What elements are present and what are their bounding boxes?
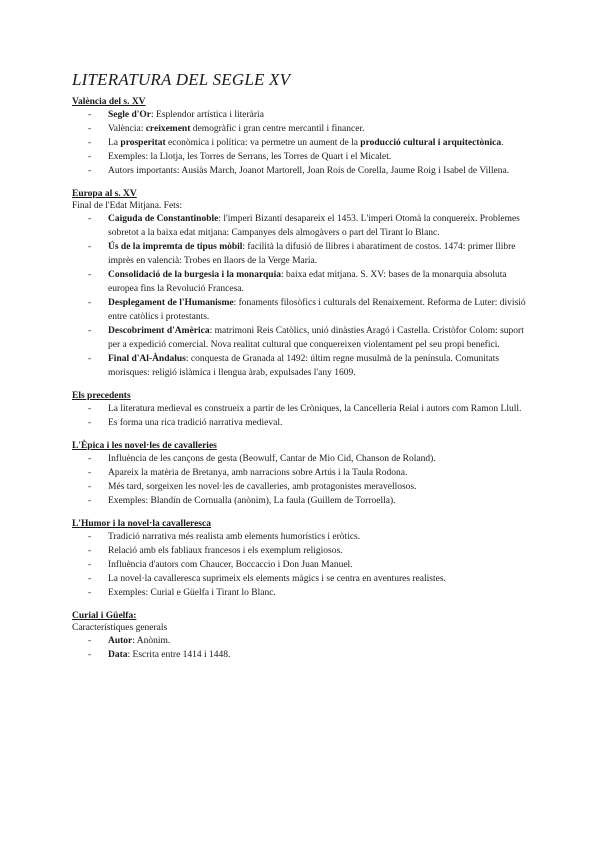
bullet-dash: -: [88, 560, 92, 570]
item-text: Apareix la matèria de Bretanya, amb narracions sobre Artús i la Taula Rodona.: [108, 468, 408, 478]
bullet-dash: -: [88, 124, 92, 134]
item-bold-term: Descobriment d'Amèrica: [108, 326, 210, 336]
bullet-dash: -: [88, 152, 92, 162]
item-text: Tradició narrativa més realista amb elements humorístics i eròtics.: [108, 532, 361, 542]
item-bold-term: Caiguda de Constantinoble: [108, 214, 219, 224]
item-text: .: [501, 138, 504, 148]
list-item: [72, 240, 530, 268]
item-text: Relació amb els fabliaux francesos i els exemplum religiosos.: [108, 546, 343, 556]
bullet-dash: -: [88, 496, 92, 506]
list-item: [72, 164, 530, 178]
list-item: [72, 416, 530, 430]
item-text: : baixa edat mitjana. S. XV: bases de la monarquia absoluta europea fins la Revolució Francesa.: [108, 270, 507, 294]
bullet-dash: -: [88, 636, 92, 646]
item-bold-term: Consolidació de la burgesia i la monarquia: [108, 270, 281, 280]
section-heading: L'Humor i la novel·la cavalleresca: [72, 519, 211, 529]
bullet-dash: -: [88, 574, 92, 584]
bullet-dash: -: [88, 110, 92, 120]
section-intro: Característiques generals: [72, 623, 168, 633]
list-item: [72, 648, 530, 662]
item-text: Influència de les cançons de gesta (Beowulf, Cantar de Mio Cid, Chanson de Roland).: [108, 454, 436, 464]
list-item: [72, 494, 530, 508]
list-item: [72, 324, 530, 352]
bullet-dash: -: [88, 242, 92, 252]
section-heading: Curial i Güelfa:: [72, 611, 137, 621]
item-bold-term: Ús de la impremta de tipus mòbil: [108, 242, 243, 252]
list-item: [72, 544, 530, 558]
item-text: : fonaments filosòfics i culturals del Renaixement. Reforma de Luter: divisió entre catòlics i protestants.: [108, 298, 526, 322]
bullet-dash: -: [88, 532, 92, 542]
section-intro: Final de l'Edat Mitjana. Fets:: [72, 201, 183, 211]
bullet-list: [72, 452, 530, 508]
item-text: : Anònim.: [132, 636, 171, 646]
item-text: Es forma una rica tradició narrativa medieval.: [108, 418, 283, 428]
list-item: [72, 136, 530, 150]
section-heading: L'Èpica i les novel·les de cavalleries: [72, 441, 217, 451]
item-bold-term: producció cultural i arquitectònica: [360, 138, 502, 148]
item-bold-term: prosperitat: [120, 138, 166, 148]
bullet-dash: -: [88, 650, 92, 660]
item-bold-term: Autor: [108, 636, 133, 646]
item-bold-term: creixement: [145, 124, 191, 134]
item-text: La: [108, 138, 121, 148]
item-bold-term: Desplegament de l'Humanisme: [108, 298, 234, 308]
item-text: Exemples: Curial e Güelfa i Tirant lo Blanc.: [108, 588, 276, 598]
bullet-list: [72, 108, 530, 178]
item-text: demogràfic i gran centre mercantil i financer.: [190, 124, 365, 134]
bullet-dash: -: [88, 326, 92, 336]
item-bold-term: Final d'Al-Àndalus: [108, 354, 186, 364]
document-page: [72, 70, 530, 662]
list-item: [72, 352, 530, 380]
item-text: València:: [108, 124, 146, 134]
bullet-dash: -: [88, 454, 92, 464]
list-item: [72, 572, 530, 586]
item-bold-term: Data: [108, 650, 128, 660]
section-heading: València del s. XV: [72, 97, 146, 107]
bullet-dash: -: [88, 404, 92, 414]
item-text: La novel·la cavalleresca suprimeix els elements màgics i se centra en aventures realistes.: [108, 574, 446, 584]
bullet-dash: -: [88, 298, 92, 308]
item-text: : Escrita entre 1414 i 1448.: [127, 650, 231, 660]
bullet-list: [72, 212, 530, 380]
bullet-dash: -: [88, 482, 92, 492]
list-item: [72, 402, 530, 416]
bullet-dash: -: [88, 588, 92, 598]
item-text: Exemples: la Llotja, les Torres de Serrans, les Torres de Quart i el Micalet.: [108, 152, 392, 162]
bullet-dash: -: [88, 468, 92, 478]
section-heading: Els precedents: [72, 391, 131, 401]
item-text: Exemples: Blandín de Cornualla (anònim), La faula (Guillem de Torroella).: [108, 496, 396, 506]
bullet-dash: -: [88, 214, 92, 224]
item-text: : matrimoni Reis Catòlics, unió dinàsties Aragó i Castella. Cristòfor Colom: suport per a expedició comercial. Nova realitat cultural que conquereixen violentament pel seu propi benefici.: [108, 326, 524, 350]
document-title: LITERATURA DEL SEGLE XV: [72, 70, 291, 89]
list-item: [72, 480, 530, 494]
bullet-dash: -: [88, 418, 92, 428]
bullet-list: [72, 530, 530, 600]
list-item: [72, 296, 530, 324]
bullet-dash: -: [88, 546, 92, 556]
section-heading: Europa al s. XV: [72, 189, 137, 199]
item-text: Autors importants: Ausiàs March, Joanot Martorell, Joan Roís de Corella, Jaume Roig i Isabel de Villena.: [108, 166, 510, 176]
bullet-list: [72, 402, 530, 430]
list-item: [72, 108, 530, 122]
bullet-dash: -: [88, 138, 92, 148]
list-item: [72, 530, 530, 544]
item-text: La literatura medieval es construeix a partir de les Cròniques, la Cancelleria Reial i autors com Ramon Llull.: [108, 404, 522, 414]
item-text: : conquesta de Granada al 1492: últim regne musulmà de la península. Comunitats morisques: religió islàmica i llengua àrab, expulsades l'any 1609.: [108, 354, 500, 378]
item-text: : Esplendor artística i literària: [151, 110, 264, 120]
bullet-list: [72, 634, 530, 662]
list-item: [72, 558, 530, 572]
list-item: [72, 122, 530, 136]
list-item: [72, 634, 530, 648]
list-item: [72, 466, 530, 480]
item-text: econòmica i política: va permetre un aument de la: [165, 138, 361, 148]
item-text: Influència d'autors com Chaucer, Boccaccio i Don Juan Manuel.: [108, 560, 353, 570]
item-text: : facilità la difusió de llibres i abaratiment de costos. 1474: primer llibre imprès en valencià: Trobes en llaors de la Verge Maria.: [108, 242, 516, 266]
list-item: [72, 268, 530, 296]
item-bold-term: Segle d'Or: [108, 110, 152, 120]
list-item: [72, 212, 530, 240]
list-item: [72, 150, 530, 164]
item-text: : l'imperi Bizantí desapareix el 1453. L'imperi Otomà la conquereix. Problemes sobretot a la baixa edat mitjana: Campanyes dels almogàvers o part del Tirant lo Blanc.: [108, 214, 520, 238]
item-text: Més tard, sorgeixen les novel·les de cavalleries, amb protagonistes meravellosos.: [108, 482, 417, 492]
bullet-dash: -: [88, 166, 92, 176]
list-item: [72, 452, 530, 466]
list-item: [72, 586, 530, 600]
sections-container: [72, 96, 530, 662]
bullet-dash: -: [88, 270, 92, 280]
bullet-dash: -: [88, 354, 92, 364]
